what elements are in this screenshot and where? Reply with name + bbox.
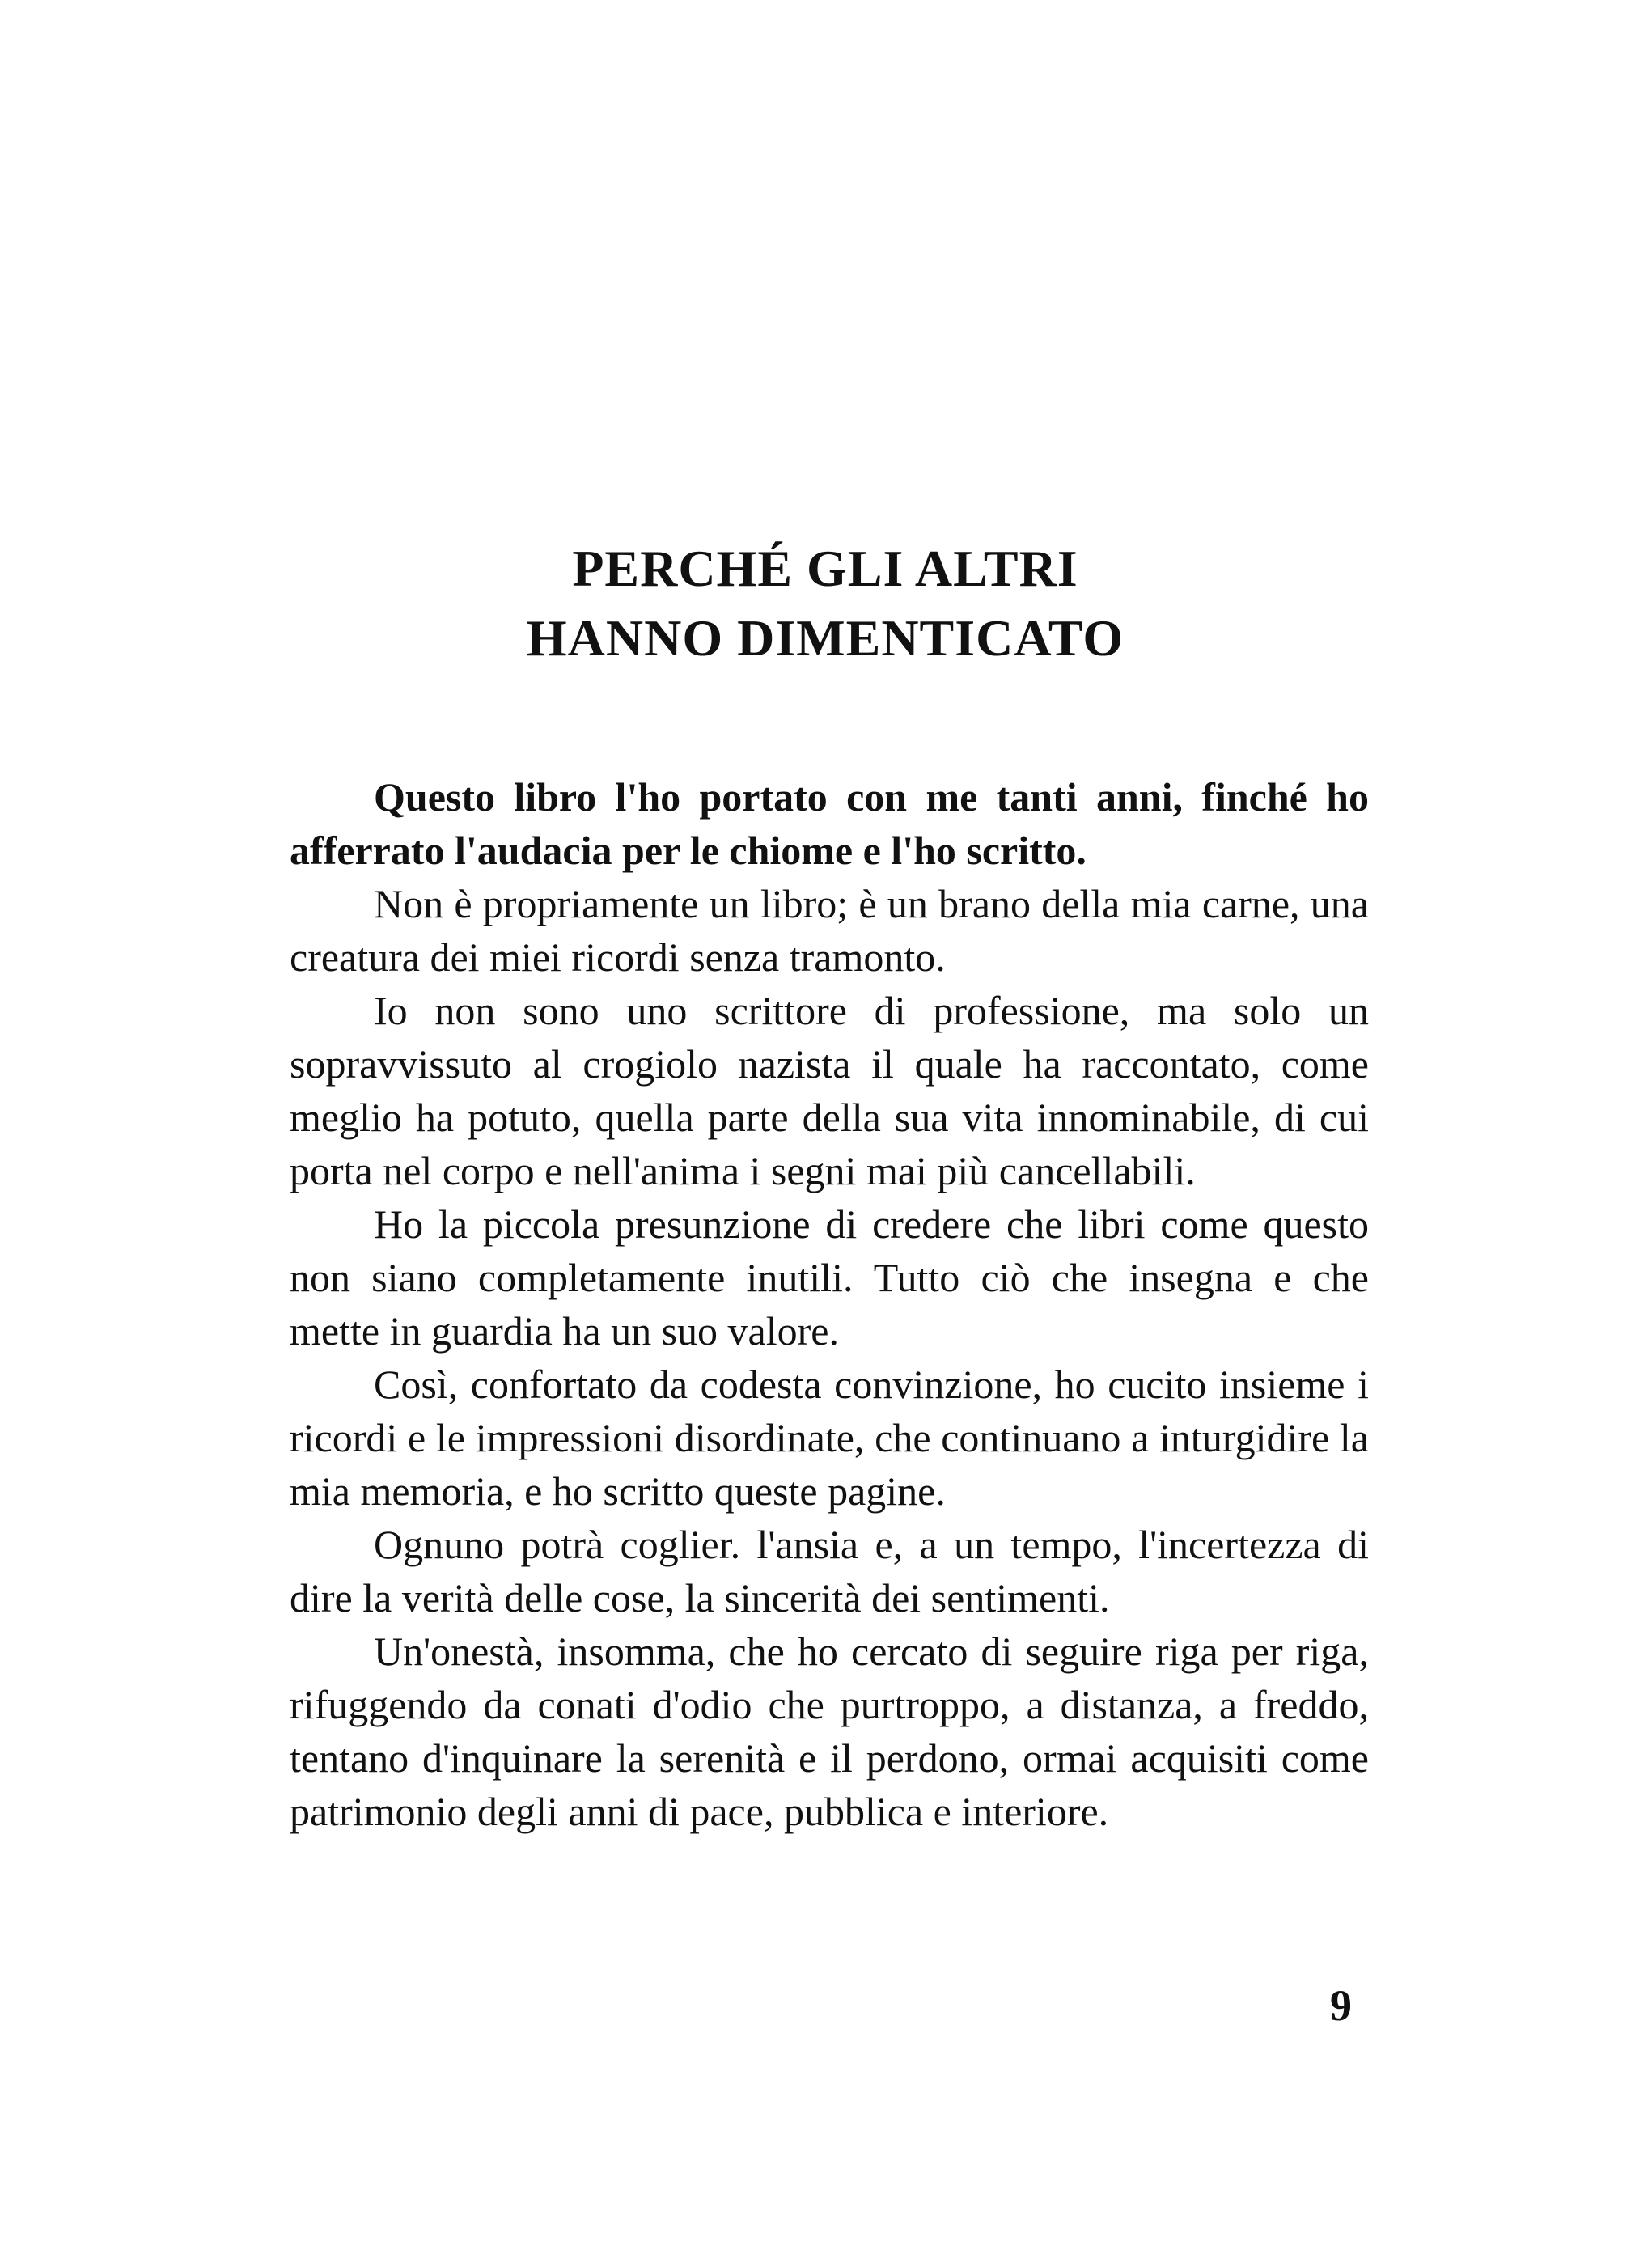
paragraph-2: Non è propriamente un libro; è un brano della mia carne, una creatura dei miei ricordi senza tramonto.: [290, 881, 1369, 980]
paragraph-1: Questo libro l'ho portato con me tanti anni, finché ho afferrato l'audacia per le chiome e l'ho scritto.: [290, 774, 1369, 873]
paragraph-3: Io non sono uno scrittore di professione, ma solo un sopravvissuto al crogiolo nazista il quale ha raccontato, come meglio ha potuto, quella parte della sua vita innominabile, di cui porta nel corpo e nell'anima i segni mai più cancellabili.: [290, 988, 1369, 1193]
body-text: [290, 770, 1369, 1838]
chapter-title: [291, 534, 1359, 673]
chapter-title-line-1: PERCHÉ GLI ALTRI: [572, 540, 1078, 597]
paragraph-4: Ho la piccola presunzione di credere che libri come questo non siano completamente inutili. Tutto ciò che insegna e che mette in guardia ha un suo valore.: [290, 1201, 1369, 1354]
paragraph-5: Così, confortato da codesta convinzione, ho cucito insieme i ricordi e le impressioni disordinate, che continuano a inturgidire la mia memoria, e ho scritto queste pagine.: [290, 1362, 1369, 1514]
paragraph-6: Ognuno potrà coglier. l'ansia e, a un tempo, l'incertezza di dire la verità delle cose, la sincerità dei sentimenti.: [290, 1522, 1369, 1620]
paragraph-7: Un'onestà, insomma, che ho cercato di seguire riga per riga, rifuggendo da conati d'odio che purtroppo, a distanza, a freddo, tentano d'inquinare la serenità e il perdono, ormai acquisiti come patrimonio degli anni di pace, pubblica e interiore.: [290, 1629, 1369, 1834]
page-number: 9: [1330, 1981, 1352, 2030]
chapter-title-line-2: HANNO DIMENTICATO: [526, 609, 1125, 667]
